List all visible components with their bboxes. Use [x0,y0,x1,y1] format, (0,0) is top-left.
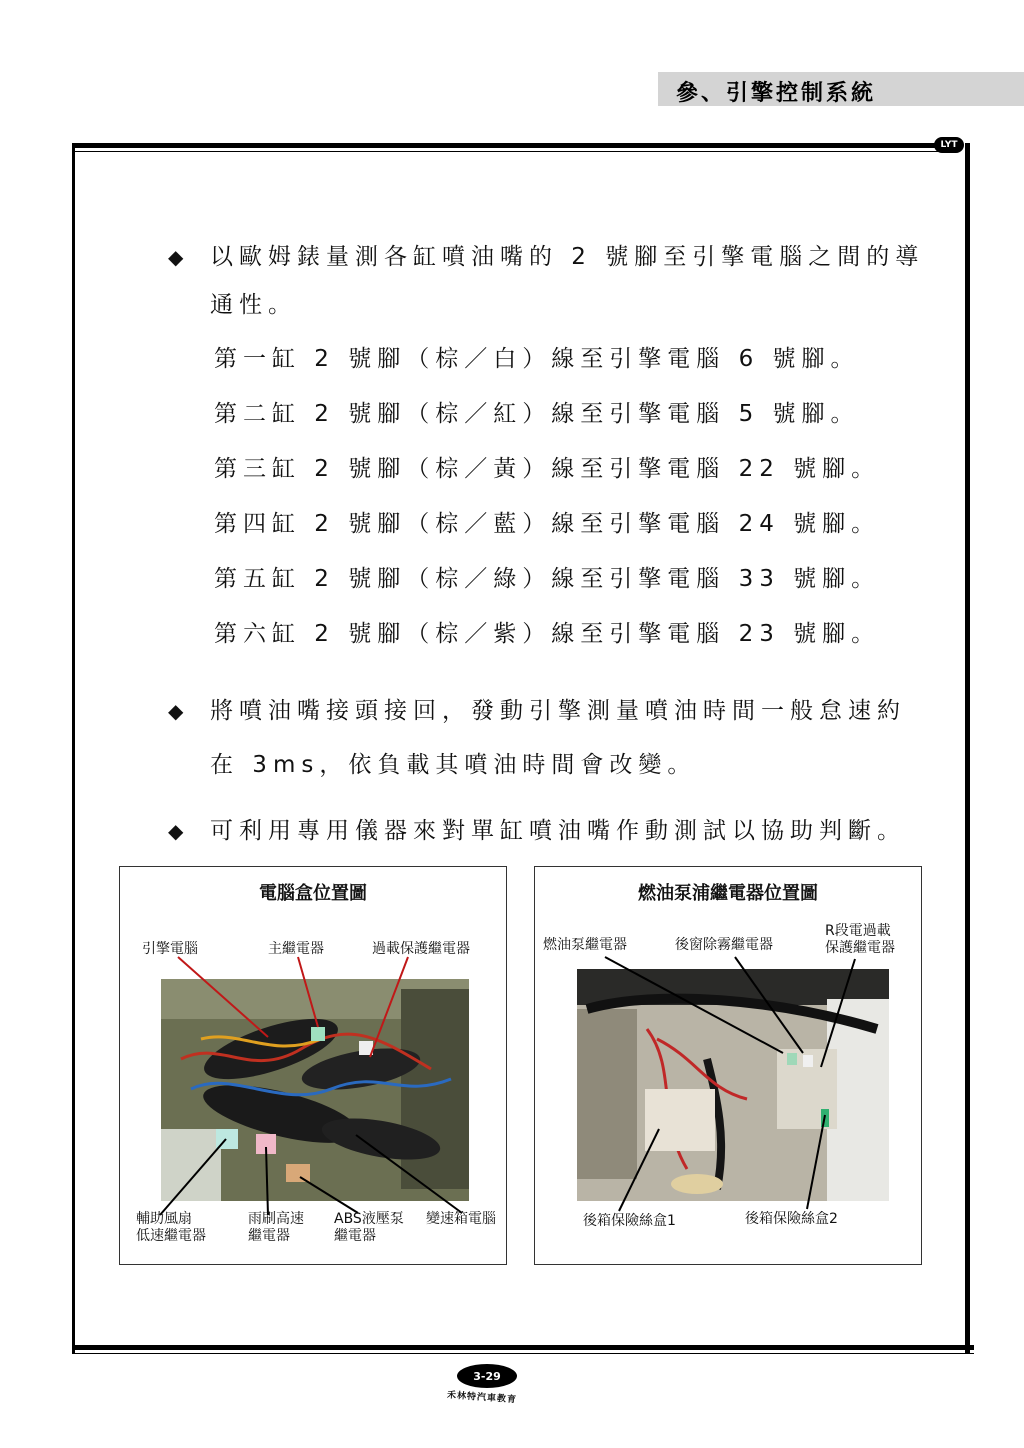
bullet-3-line-1: 可利用專用儀器來對單缸噴油嘴作動測試以協助判斷。 [210,818,906,844]
bullet-2-line-1: 將噴油嘴接頭接回，發動引擎測量噴油時間一般怠速約 [210,698,906,724]
figure-ecu-box [119,866,507,1265]
label-wiper-relay-line2: 繼電器 [248,1228,290,1244]
label-r-overload-line1: R段電過載 [825,923,891,939]
cylinder-item-4: 第四缸 2 號腳（棕／藍）線至引擎電腦 24 號腳。 [214,511,881,537]
bullet-2-line-2: 在 3ms，依負載其噴油時間會改變。 [210,752,697,778]
callout-lines [535,867,923,1266]
logo-badge: LYT [934,137,964,153]
label-abs-relay-line2: 繼電器 [334,1228,376,1244]
diamond-bullet-icon: ◆ [168,245,190,269]
label-fuse-box-2: 後箱保險絲盒2 [745,1211,838,1227]
cylinder-item-6: 第六缸 2 號腳（棕／紫）線至引擎電腦 23 號腳。 [214,621,881,647]
label-engine-ecu: 引擎電腦 [142,941,198,957]
cylinder-item-3: 第三缸 2 號腳（棕／黃）線至引擎電腦 22 號腳。 [214,456,881,482]
publisher-name: 禾林特汽車教育 [446,1390,518,1406]
label-fan-relay-line1: 輔助風扇 [136,1211,192,1227]
label-fuel-pump-relay: 燃油泵繼電器 [543,937,627,953]
label-r-overload-line2: 保護繼電器 [825,940,895,956]
label-main-relay: 主繼電器 [268,941,324,957]
label-overload-relay: 過載保護繼電器 [372,941,470,957]
figure-title: 燃油泵浦繼電器位置圖 [638,883,818,904]
diamond-bullet-icon: ◆ [168,819,190,843]
page-number: 3-29 [457,1364,517,1388]
cylinder-item-1: 第一缸 2 號腳（棕／白）線至引擎電腦 6 號腳。 [214,346,860,372]
bottom-rule [72,1345,974,1350]
bullet-1-line-2: 通性。 [210,292,297,318]
label-fuse-box-1: 後箱保險絲盒1 [583,1213,676,1229]
figure-fuel-pump-relay [534,866,922,1265]
cylinder-item-2: 第二缸 2 號腳（棕／紅）線至引擎電腦 5 號腳。 [214,401,860,427]
callout-lines [120,867,508,1266]
diamond-bullet-icon: ◆ [168,699,190,723]
label-defog-relay: 後窗除霧繼電器 [675,937,773,953]
label-fan-relay-line2: 低速繼電器 [136,1228,206,1244]
figure-title: 電腦盒位置圖 [259,883,367,904]
bullet-1-line-1: 以歐姆錶量測各缸噴油嘴的 2 號腳至引擎電腦之間的導 [210,244,925,270]
label-abs-relay-line1: ABS液壓泵 [334,1211,404,1227]
label-wiper-relay-line1: 雨刷高速 [248,1211,304,1227]
chapter-title: 參、引擎控制系統 [676,81,877,106]
cylinder-item-5: 第五缸 2 號腳（棕／綠）線至引擎電腦 33 號腳。 [214,566,881,592]
label-tcu: 變速箱電腦 [426,1211,496,1227]
bottom-rule-thin [72,1353,974,1354]
